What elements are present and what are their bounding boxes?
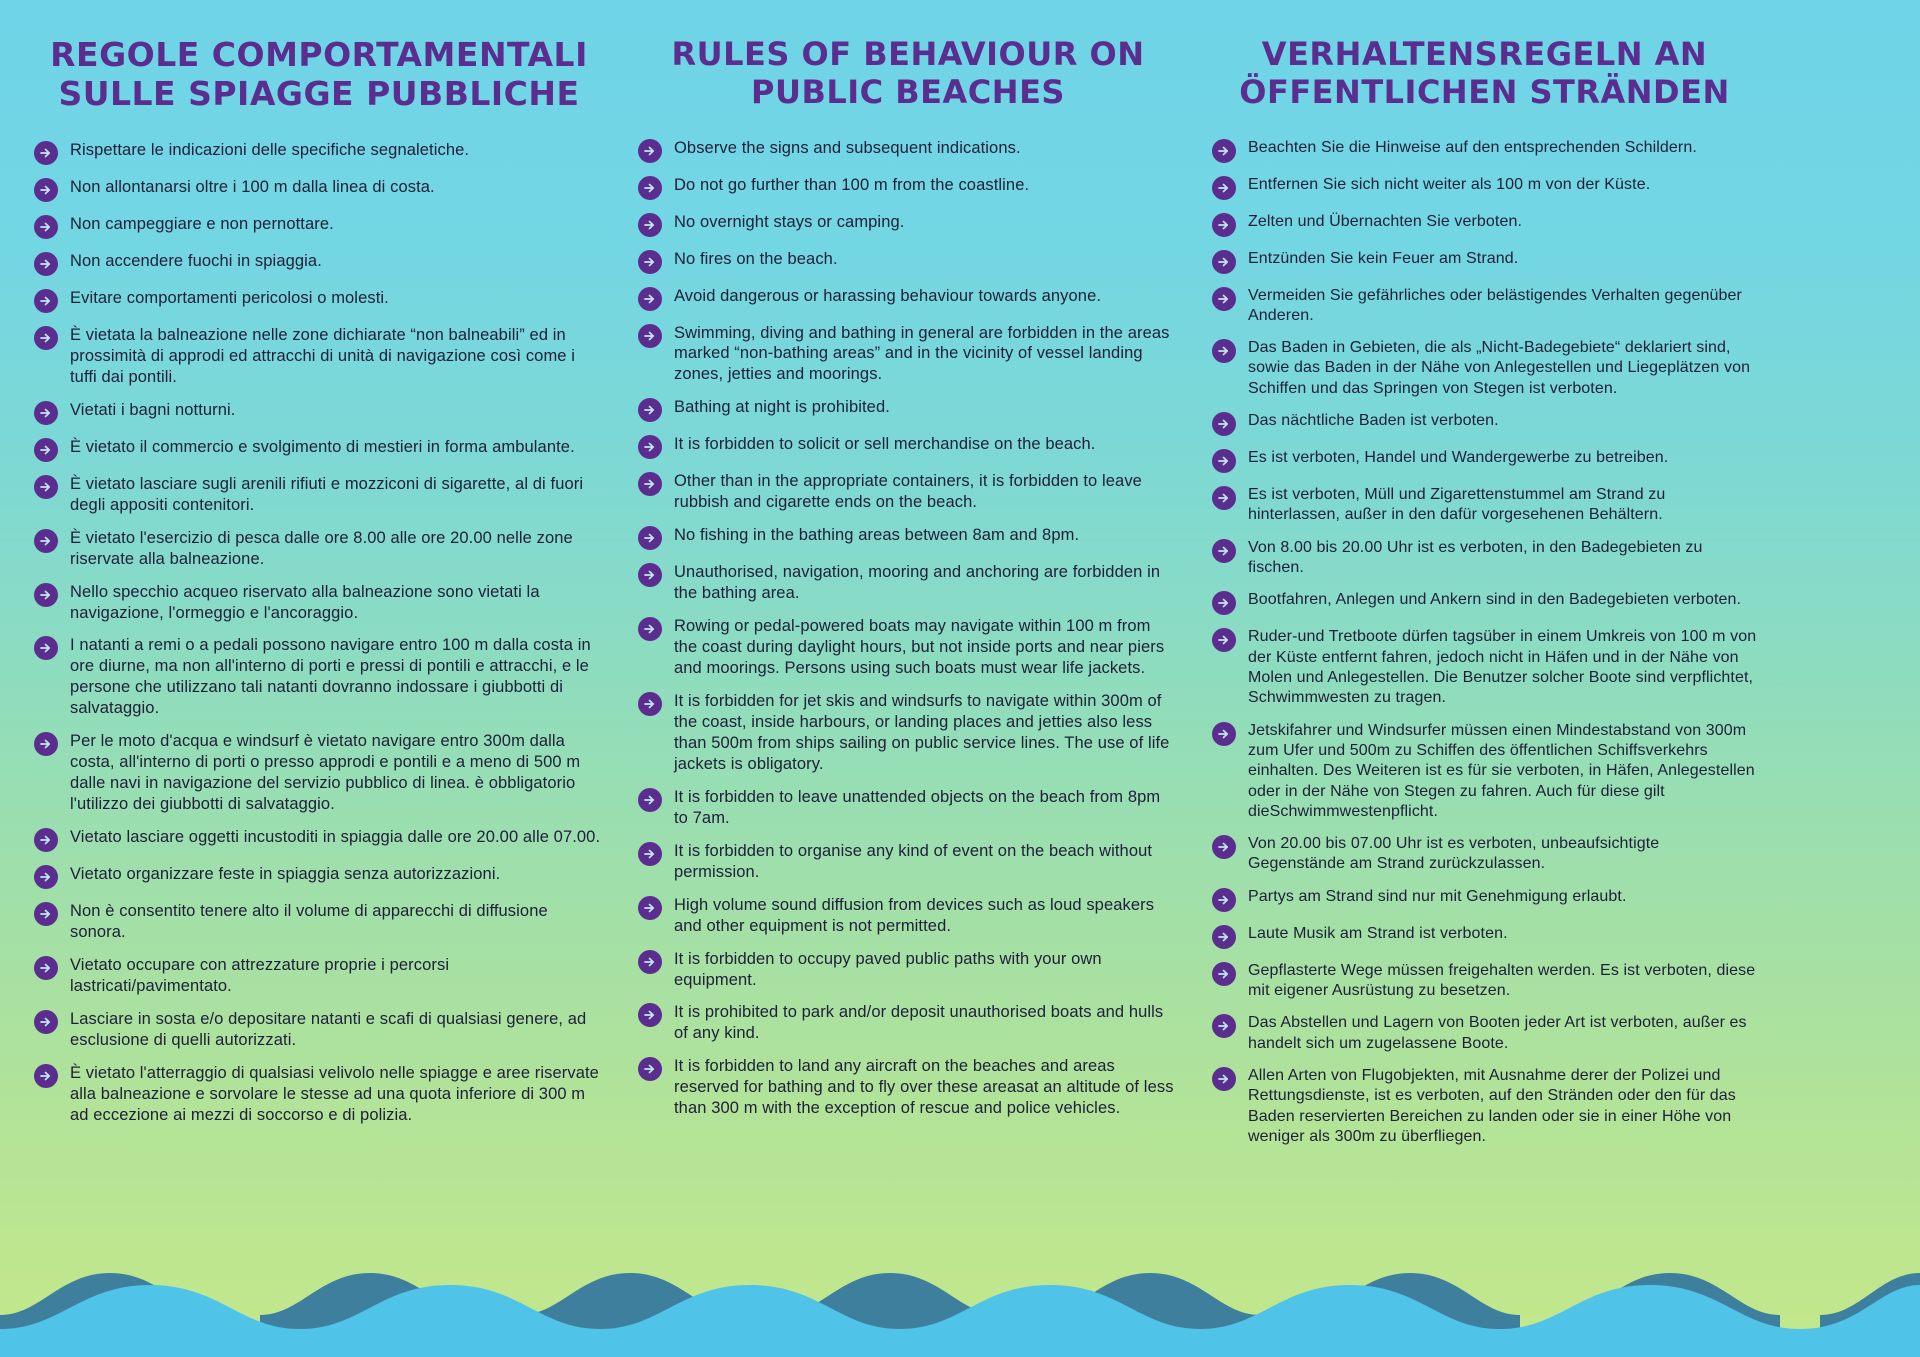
rule-text: It is forbidden to leave unattended objects on the beach from 8pm to 7am. bbox=[674, 787, 1161, 827]
rules-column-italian bbox=[34, 24, 604, 1138]
rule-item bbox=[34, 177, 604, 202]
arrow-right-circle-icon bbox=[1212, 139, 1236, 163]
rule-text: Bootfahren, Anlegen und Ankern sind in den Badegebieten verboten. bbox=[1248, 591, 1742, 609]
arrow-right-circle-icon bbox=[638, 692, 662, 716]
arrow-right-circle-icon bbox=[638, 1003, 662, 1027]
arrow-right-circle-icon bbox=[34, 1010, 58, 1034]
rule-text: Jetskifahrer und Windsurfer müssen einen Mindestabstand von 300m zum Ufer und 500m zu Schiffen des öffentlichen Schiffsverkehrs einhalten. Des Weiteren ist es für sie verboten, in Häfen, Anlegestellen oder in der Nähe von Stegen zu fahren. Auch für diese gilt dieSchwimmwestenpflicht. bbox=[1248, 721, 1755, 820]
rule-text: Vietato occupare con attrezzature proprie i percorsi lastricati/pavimentato. bbox=[70, 955, 450, 995]
arrow-right-circle-icon bbox=[1212, 287, 1236, 311]
rules-list-german bbox=[1212, 138, 1757, 1148]
arrow-right-circle-icon bbox=[1212, 962, 1236, 986]
arrow-right-circle-icon bbox=[638, 842, 662, 866]
arrow-right-circle-icon bbox=[34, 583, 58, 607]
rule-text: Beachten Sie die Hinweise auf den entsprechenden Schildern. bbox=[1248, 138, 1697, 156]
rule-item bbox=[1212, 627, 1757, 708]
rule-text: Non allontanarsi oltre i 100 m dalla linea di costa. bbox=[70, 177, 435, 196]
rule-item bbox=[34, 400, 604, 425]
rule-text: Unauthorised, navigation, mooring and anchoring are forbidden in the bathing area. bbox=[674, 563, 1161, 603]
rule-item bbox=[638, 212, 1178, 237]
rule-item bbox=[1212, 138, 1757, 163]
rule-text: No overnight stays or camping. bbox=[674, 212, 905, 231]
arrow-right-circle-icon bbox=[638, 398, 662, 422]
rule-text: Von 8.00 bis 20.00 Uhr ist es verboten, in den Badegebieten zu fischen. bbox=[1248, 538, 1703, 576]
rule-item bbox=[1212, 448, 1757, 473]
rule-item bbox=[638, 249, 1178, 274]
arrow-right-circle-icon bbox=[1212, 250, 1236, 274]
rule-item bbox=[34, 288, 604, 313]
rule-item bbox=[638, 1056, 1178, 1119]
rule-item bbox=[34, 901, 604, 943]
rule-text: It is forbidden to organise any kind of event on the beach without permission. bbox=[674, 841, 1153, 881]
rules-column-english bbox=[638, 24, 1178, 1131]
arrow-right-circle-icon bbox=[1212, 449, 1236, 473]
rule-item bbox=[1212, 249, 1757, 274]
rule-item bbox=[1212, 924, 1757, 949]
rule-text: Nello specchio acqueo riservato alla balneazione sono vietati la navigazione, l'ormeggio e l'ancoraggio. bbox=[70, 582, 540, 622]
rules-column-german bbox=[1212, 24, 1757, 1159]
arrow-right-circle-icon bbox=[34, 732, 58, 756]
rule-item bbox=[1212, 721, 1757, 823]
rule-text: High volume sound diffusion from devices such as loud speakers and other equipment is not permitted. bbox=[674, 895, 1155, 935]
rule-item bbox=[638, 787, 1178, 829]
rule-item bbox=[34, 864, 604, 889]
rule-text: Swimming, diving and bathing in general are forbidden in the areas marked “non-bathing areas” and in the vicinity of vessel landing zones, jetties and moorings. bbox=[674, 323, 1170, 384]
rule-text: Non accendere fuochi in spiaggia. bbox=[70, 251, 322, 270]
rule-text: Bathing at night is prohibited. bbox=[674, 398, 890, 417]
rule-text: Rowing or pedal-powered boats may navigate within 100 m from the coast during daylight hours, but not inside ports and near piers and moorings. Persons using such boats must wear life jackets. bbox=[674, 617, 1165, 678]
rule-text: Avoid dangerous or harassing behaviour towards anyone. bbox=[674, 286, 1102, 305]
arrow-right-circle-icon bbox=[1212, 1067, 1236, 1091]
rule-text: I natanti a remi o a pedali possono navigare entro 100 m dalla costa in ore diurne, ma non all'interno di porti e pressi di pontili e attracchi, e le persone che utilizzano tali natanti dovranno indossare i giubbotti di salvataggio. bbox=[70, 636, 591, 718]
rule-text: Das Abstellen und Lagern von Booten jeder Art ist verboten, außer es handelt sich um zugelassene Boote. bbox=[1248, 1014, 1747, 1052]
rule-text: Vietati i bagni notturni. bbox=[70, 400, 236, 419]
rules-columns bbox=[34, 24, 1886, 1159]
rule-item bbox=[1212, 590, 1757, 615]
rule-item bbox=[34, 325, 604, 388]
arrow-right-circle-icon bbox=[1212, 925, 1236, 949]
rule-text: Laute Musik am Strand ist verboten. bbox=[1248, 924, 1508, 942]
arrow-right-circle-icon bbox=[638, 896, 662, 920]
rule-item bbox=[1212, 175, 1757, 200]
rule-text: È vietato l'esercizio di pesca dalle ore 8.00 alle ore 20.00 nelle zone riservate alla balneazione. bbox=[70, 528, 573, 568]
rule-item bbox=[34, 1009, 604, 1051]
rule-item bbox=[34, 635, 604, 719]
arrow-right-circle-icon bbox=[34, 289, 58, 313]
arrow-right-circle-icon bbox=[34, 141, 58, 165]
rule-item bbox=[1212, 1013, 1757, 1054]
arrow-right-circle-icon bbox=[638, 563, 662, 587]
rule-item bbox=[34, 528, 604, 570]
rule-item bbox=[1212, 1066, 1757, 1147]
rule-item bbox=[34, 827, 604, 852]
rule-text: No fires on the beach. bbox=[674, 249, 838, 268]
rule-item bbox=[34, 582, 604, 624]
rule-text: Es ist verboten, Müll und Zigarettenstummel am Strand zu hinterlassen, außer in den dafür vorgesehenen Behältern. bbox=[1248, 486, 1666, 524]
rule-item bbox=[34, 437, 604, 462]
arrow-right-circle-icon bbox=[34, 438, 58, 462]
rule-text: Lasciare in sosta e/o depositare natanti e scafi di qualsiasi genere, ad esclusione di quelli autorizzati. bbox=[70, 1009, 587, 1049]
rule-text: Vermeiden Sie gefährliches oder belästigendes Verhalten gegenüber Anderen. bbox=[1248, 286, 1742, 324]
rule-text: Observe the signs and subsequent indications. bbox=[674, 138, 1021, 157]
rule-text: Entzünden Sie kein Feuer am Strand. bbox=[1248, 249, 1519, 267]
arrow-right-circle-icon bbox=[1212, 176, 1236, 200]
rule-text: È vietato l'atterraggio di qualsiasi velivolo nelle spiagge e aree riservate alla balneazione e sorvolare le stesse ad una quota inferiore di 300 m ad eccezione ai mezzi di soccorso e di polizia. bbox=[70, 1063, 599, 1124]
rule-text: Non campeggiare e non pernottare. bbox=[70, 214, 334, 233]
rule-item bbox=[34, 1063, 604, 1126]
rule-text: It is forbidden for jet skis and windsurfs to navigate within 300m of the coast, inside harbours, or landing places and jetties also less than 500m from ships sailing on public service lines. The use of life jackets is obligatory. bbox=[674, 692, 1170, 773]
arrow-right-circle-icon bbox=[638, 250, 662, 274]
rule-text: It is forbidden to occupy paved public paths with your own equipment. bbox=[674, 949, 1102, 989]
rule-text: Evitare comportamenti pericolosi o molesti. bbox=[70, 288, 389, 307]
arrow-right-circle-icon bbox=[1212, 835, 1236, 859]
arrow-right-circle-icon bbox=[1212, 539, 1236, 563]
rule-item bbox=[638, 841, 1178, 883]
arrow-right-circle-icon bbox=[638, 788, 662, 812]
rule-text: Do not go further than 100 m from the coastline. bbox=[674, 175, 1030, 194]
arrow-right-circle-icon bbox=[638, 617, 662, 641]
arrow-right-circle-icon bbox=[1212, 888, 1236, 912]
rule-text: Vietato lasciare oggetti incustoditi in spiaggia dalle ore 20.00 alle 07.00. bbox=[70, 828, 601, 847]
rules-list-english bbox=[638, 138, 1178, 1120]
rule-text: È vietato il commercio e svolgimento di mestieri in forma ambulante. bbox=[70, 437, 575, 456]
rule-item bbox=[638, 616, 1178, 679]
rule-text: No fishing in the bathing areas between 8am and 8pm. bbox=[674, 526, 1080, 545]
arrow-right-circle-icon bbox=[34, 252, 58, 276]
arrow-right-circle-icon bbox=[638, 472, 662, 496]
rule-item bbox=[1212, 485, 1757, 526]
arrow-right-circle-icon bbox=[638, 176, 662, 200]
rule-text: Gepflasterte Wege müssen freigehalten werden. Es ist verboten, diese mit eigener Ausrüstung zu besetzen. bbox=[1248, 961, 1756, 1000]
column-title-german: VERHALTENSREGELN AN ÖFFENTLICHEN STRÄNDEN bbox=[1239, 35, 1730, 111]
rule-text: Allen Arten von Flugobjekten, mit Ausnahme derer der Polizei und Rettungsdienste, ist es verboten, auf den Stränden oder den für das Baden reservierten Bereichen zu landen oder sie in einer Höhe von weniger als 300m zu überfliegen. bbox=[1248, 1067, 1736, 1145]
rule-item bbox=[1212, 961, 1757, 1002]
rule-text: Das nächtliche Baden ist verboten. bbox=[1248, 412, 1499, 430]
rule-text: Das Baden in Gebieten, die als „Nicht-Badegebiete“ deklariert sind, sowie das Baden in der Nähe von Anlegestellen und Liegeplätzen von Schiffen und das Springen von Stegen ist verboten. bbox=[1248, 339, 1751, 397]
rule-item bbox=[638, 895, 1178, 937]
arrow-right-circle-icon bbox=[34, 529, 58, 553]
rule-item bbox=[34, 731, 604, 815]
arrow-right-circle-icon bbox=[34, 215, 58, 239]
rule-item bbox=[1212, 338, 1757, 399]
rule-item bbox=[638, 175, 1178, 200]
arrow-right-circle-icon bbox=[34, 178, 58, 202]
rule-item bbox=[1212, 887, 1757, 912]
rule-item bbox=[638, 471, 1178, 513]
arrow-right-circle-icon bbox=[1212, 339, 1236, 363]
arrow-right-circle-icon bbox=[1212, 628, 1236, 652]
arrow-right-circle-icon bbox=[34, 475, 58, 499]
column-title-english: RULES OF BEHAVIOUR ON PUBLIC BEACHES bbox=[671, 35, 1145, 111]
rule-text: Rispettare le indicazioni delle specifiche segnaletiche. bbox=[70, 140, 470, 159]
arrow-right-circle-icon bbox=[34, 326, 58, 350]
rule-item bbox=[638, 138, 1178, 163]
arrow-right-circle-icon bbox=[638, 1057, 662, 1081]
column-title-italian: REGOLE COMPORTAMENTALI SULLE SPIAGGE PUBBLICHE bbox=[50, 35, 588, 113]
rule-text: Entfernen Sie sich nicht weiter als 100 m von der Küste. bbox=[1248, 175, 1651, 193]
arrow-right-circle-icon bbox=[1212, 213, 1236, 237]
arrow-right-circle-icon bbox=[638, 526, 662, 550]
rule-item bbox=[638, 525, 1178, 550]
rule-item bbox=[34, 474, 604, 516]
arrow-right-circle-icon bbox=[34, 956, 58, 980]
arrow-right-circle-icon bbox=[34, 1064, 58, 1088]
arrow-right-circle-icon bbox=[638, 950, 662, 974]
arrow-right-circle-icon bbox=[638, 435, 662, 459]
rule-item bbox=[638, 949, 1178, 991]
rule-item bbox=[1212, 834, 1757, 875]
arrow-right-circle-icon bbox=[34, 828, 58, 852]
rule-item bbox=[1212, 212, 1757, 237]
rule-item bbox=[638, 691, 1178, 775]
rule-item bbox=[34, 955, 604, 997]
arrow-right-circle-icon bbox=[638, 213, 662, 237]
rule-item bbox=[1212, 538, 1757, 579]
arrow-right-circle-icon bbox=[638, 324, 662, 348]
rule-text: È vietata la balneazione nelle zone dichiarate “non balneabili” ed in prossimità di approdi ed attracchi di unità di navigazione così come i tuffi dai pontili. bbox=[70, 325, 576, 386]
rule-text: Zelten und Übernachten Sie verboten. bbox=[1248, 212, 1522, 230]
arrow-right-circle-icon bbox=[1212, 591, 1236, 615]
rule-text: Von 20.00 bis 07.00 Uhr ist es verboten, unbeaufsichtigte Gegenstände am Strand zurückzulassen. bbox=[1248, 835, 1660, 873]
arrow-right-circle-icon bbox=[1212, 486, 1236, 510]
rule-item bbox=[638, 1002, 1178, 1044]
rule-text: Per le moto d'acqua e windsurf è vietato navigare entro 300m dalla costa, all'interno di porti o presso approdi e pontili e a meno di 500 m dalle navi in navigazione del servizio pubblico di linea. è obbligatorio l'utilizzo dei giubbotti di salvataggio. bbox=[70, 732, 581, 814]
arrow-right-circle-icon bbox=[638, 287, 662, 311]
rule-text: It is forbidden to solicit or sell merchandise on the beach. bbox=[674, 435, 1096, 454]
arrow-right-circle-icon bbox=[34, 636, 58, 660]
arrow-right-circle-icon bbox=[1212, 722, 1236, 746]
rule-text: Partys am Strand sind nur mit Genehmigung erlaubt. bbox=[1248, 887, 1627, 905]
arrow-right-circle-icon bbox=[1212, 412, 1236, 436]
arrow-right-circle-icon bbox=[1212, 1014, 1236, 1038]
arrow-right-circle-icon bbox=[34, 865, 58, 889]
rule-item bbox=[34, 251, 604, 276]
rule-item bbox=[638, 562, 1178, 604]
rule-text: It is forbidden to land any aircraft on the beaches and areas reserved for bathing and to fly over these areasat an altitude of less than 300 m with the exception of rescue and police vehicles. bbox=[674, 1057, 1174, 1118]
rules-list-italian bbox=[34, 140, 604, 1126]
arrow-right-circle-icon bbox=[34, 401, 58, 425]
rule-item bbox=[1212, 411, 1757, 436]
rule-item bbox=[34, 214, 604, 239]
rule-item bbox=[638, 286, 1178, 311]
rule-item bbox=[638, 434, 1178, 459]
rule-text: È vietato lasciare sugli arenili rifiuti e mozziconi di sigarette, al di fuori degli appositi contenitori. bbox=[70, 474, 584, 514]
rule-text: It is prohibited to park and/or deposit unauthorised boats and hulls of any kind. bbox=[674, 1003, 1164, 1043]
rule-text: Non è consentito tenere alto il volume di apparecchi di diffusione sonora. bbox=[70, 902, 548, 942]
rule-text: Other than in the appropriate containers, it is forbidden to leave rubbish and cigarette ends on the beach. bbox=[674, 472, 1142, 512]
rule-item bbox=[34, 140, 604, 165]
rule-item bbox=[638, 397, 1178, 422]
arrow-right-circle-icon bbox=[34, 902, 58, 926]
rule-item bbox=[1212, 286, 1757, 327]
rule-item bbox=[638, 323, 1178, 386]
rule-text: Vietato organizzare feste in spiaggia senza autorizzazioni. bbox=[70, 865, 501, 884]
rule-text: Es ist verboten, Handel und Wandergewerbe zu betreiben. bbox=[1248, 449, 1669, 467]
arrow-right-circle-icon bbox=[638, 139, 662, 163]
rule-text: Ruder-und Tretboote dürfen tagsüber in einem Umkreis von 100 m von der Küste entfernt fahren, jedoch nicht in Häfen und in der Nähe von Molen und Anlegestellen. Die Benutzer solcher Boote sind verpflichtet, Schwimmwesten zu tragen. bbox=[1248, 628, 1757, 707]
